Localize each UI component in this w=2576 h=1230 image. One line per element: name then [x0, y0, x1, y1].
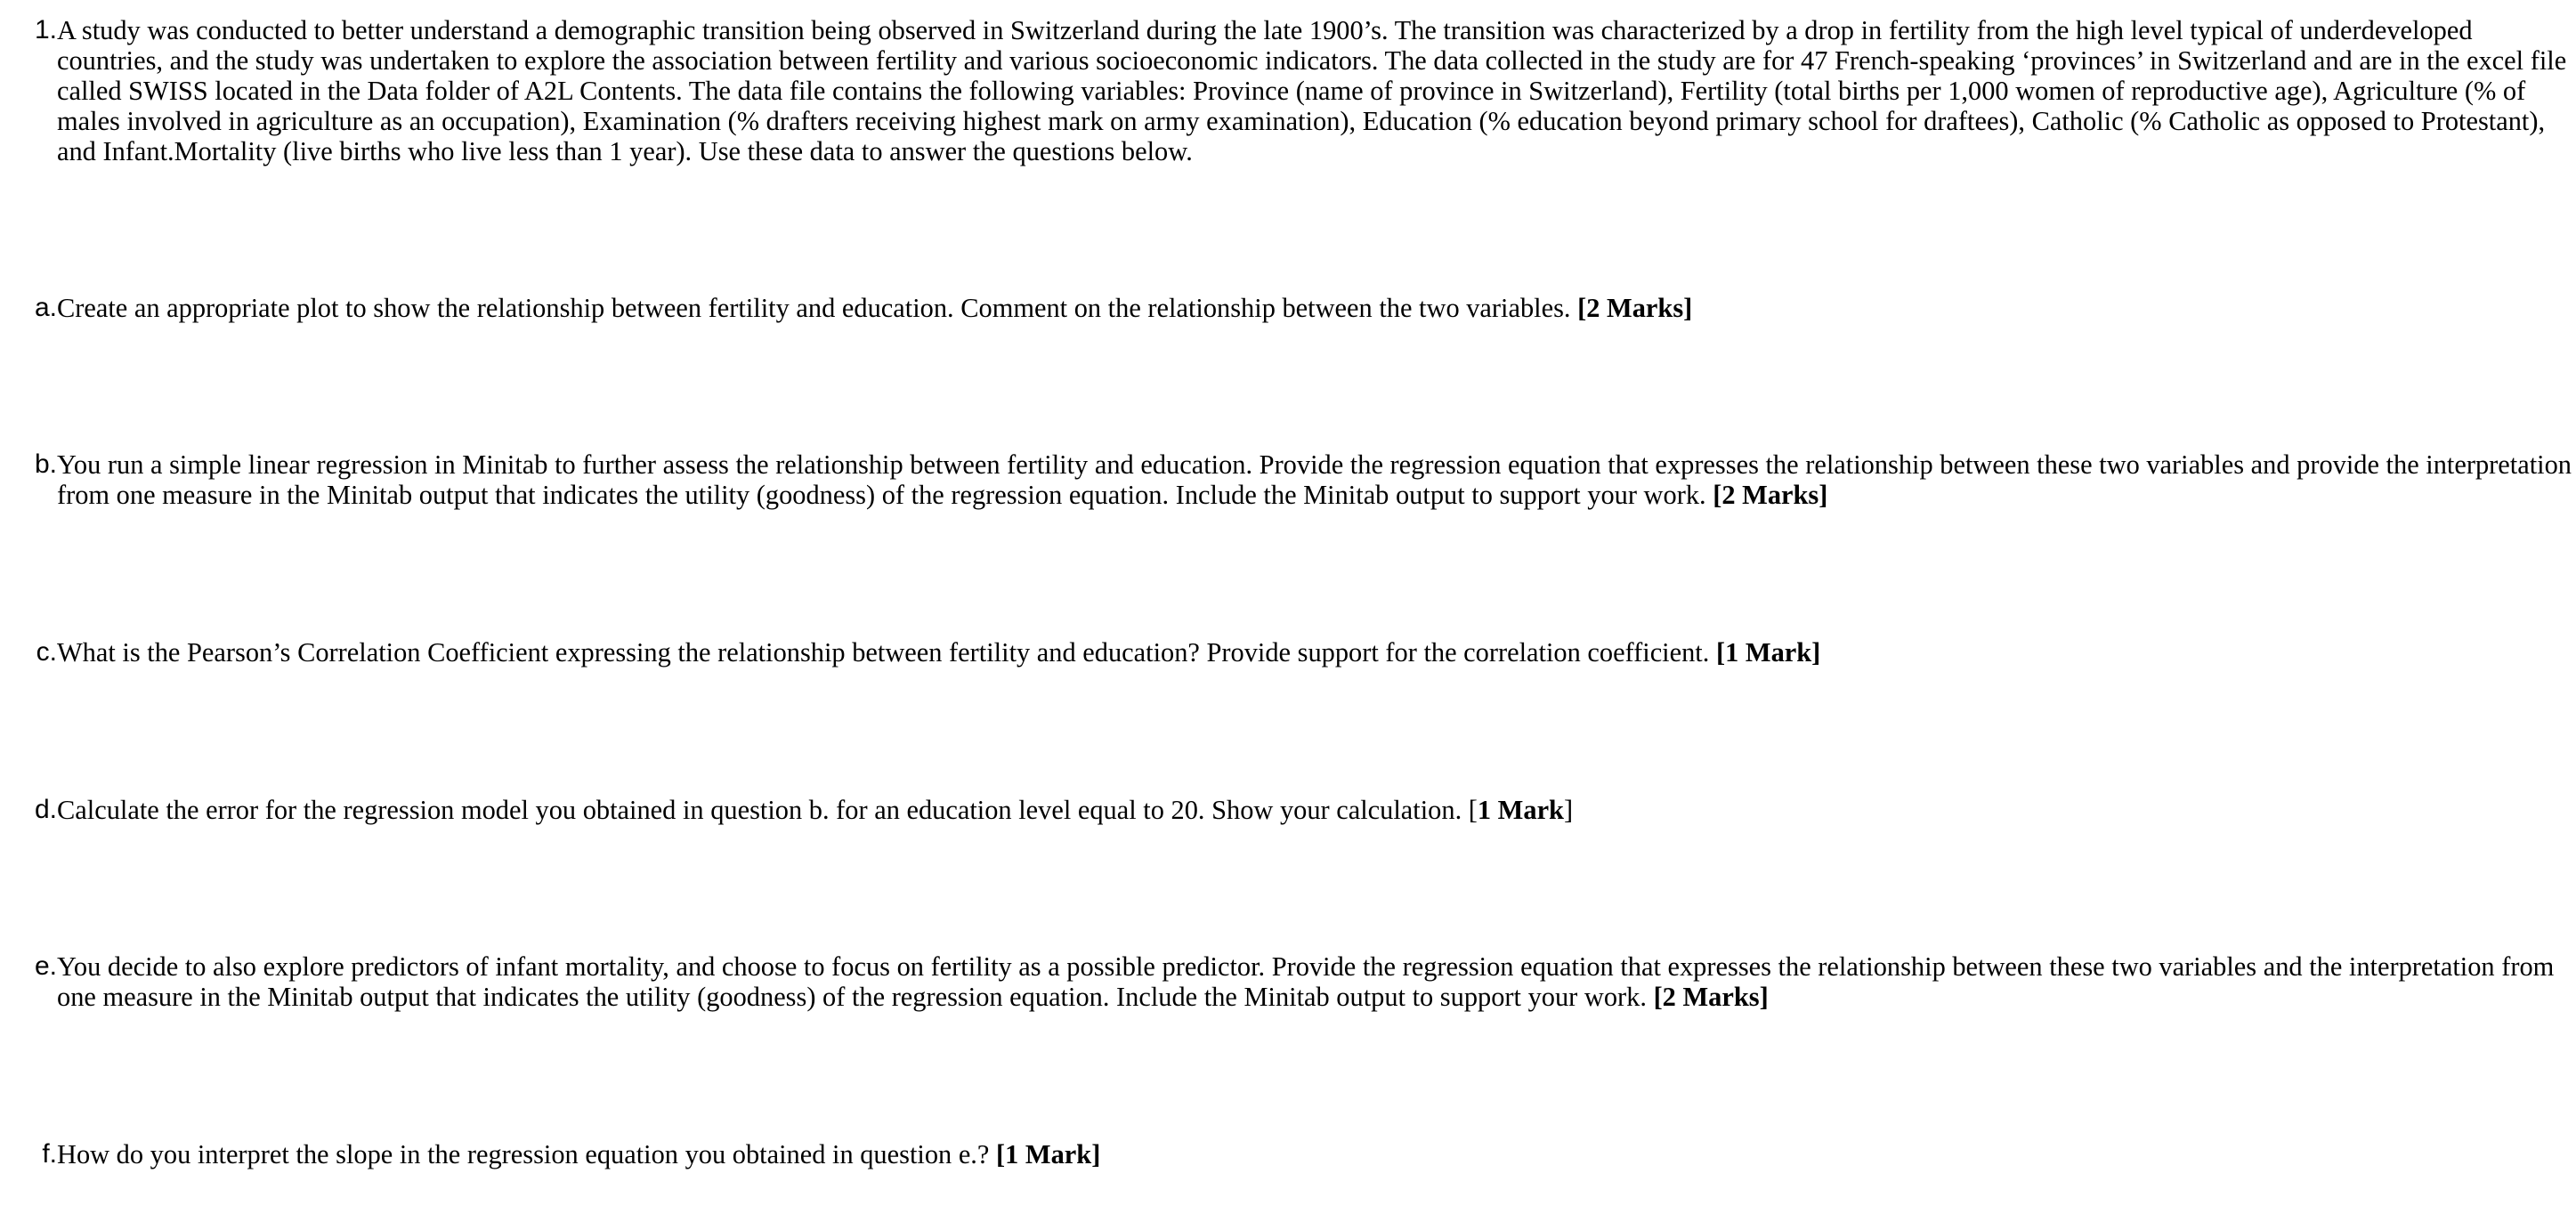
part-label: c.: [36, 637, 57, 667]
marks-prefix: [1647, 982, 1654, 1012]
marks: [1 Mark]: [1715, 637, 1821, 668]
part-body: How do you interpret the slope in the regression equation you obtained in question e.?: [57, 1139, 990, 1169]
part-c: [0, 637, 2576, 668]
part-body: You decide to also explore predictors of infant mortality, and choose to focus on fertility as a possible predictor. Provide the regression equation that expresses the relationship between these two variables and the interpretation from one measure in the Minitab output that indicates the utility (goodness) of the regression equation. Include the Minitab output to support your work.: [57, 951, 2555, 1012]
marks: [2 Marks]: [1713, 480, 1828, 510]
marks-prefix: [1571, 293, 1578, 323]
part-body: Calculate the error for the regression model you obtained in question b. for an education level equal to 20. Show your calculation.: [57, 795, 1462, 825]
marks: [2 Marks]: [1653, 982, 1769, 1012]
question-intro: A study was conducted to better understand a demographic transition being observed in Switzerland during the late 1900’s. The transition was characterized by a drop in fertility from the high level typical of underdeveloped countries, and the study was undertaken to explore the association between fertility and various socioeconomic indicators. The data collected in the study are for 47 French-speaking ‘provinces’ in Switzerland and are in the excel file called SWISS located in the Data folder of A2L Contents. The data file contains the following variables: Province (name of province in Switzerland), Fertility (total births per 1,000 women of reproductive age), Agriculture (% of males involved in agriculture as an occupation), Examination (% drafters receiving highest mark on army examination), Education (% education beyond primary school for draftees), Catholic (% Catholic as opposed to Protestant), and Infant.Mortality (live births who live less than 1 year). Use these data to answer the questions below.: [57, 15, 2567, 166]
part-text: [57, 795, 2576, 825]
part-text: [57, 293, 2576, 323]
part-d: [0, 795, 2576, 825]
part-body: You run a simple linear regression in Minitab to further assess the relationship between fertility and education. Provide the regression equation that expresses the relationship between these two variables and provide the interpretation from one measure in the Minitab output that indicates the utility (goodness) of the regression equation. Include the Minitab output to support your work.: [57, 449, 2572, 510]
marks-prefix: [1709, 637, 1716, 668]
marks: [2 Marks]: [1577, 293, 1693, 323]
part-f: [0, 1139, 2576, 1169]
marks: 1 Mark: [1477, 795, 1564, 825]
part-e: [0, 951, 2576, 1012]
part-body: What is the Pearson’s Correlation Coefficient expressing the relationship between fertility and education? Provide support for the correlation coefficient.: [57, 637, 1710, 668]
part-b: [0, 449, 2576, 510]
marks-prefix: [989, 1139, 996, 1169]
part-text: [57, 449, 2576, 510]
part-text: [57, 951, 2576, 1012]
part-a: [0, 293, 2576, 323]
part-label: d.: [34, 795, 57, 824]
marks-prefix: [: [1462, 795, 1478, 825]
part-label: a.: [34, 293, 57, 322]
question-1: [0, 15, 2576, 166]
marks-suffix: ]: [1563, 795, 1574, 825]
part-label: b.: [34, 449, 57, 479]
question-number: 1.: [34, 15, 57, 45]
marks: [1 Mark]: [996, 1139, 1101, 1169]
part-label: e.: [34, 951, 57, 981]
part-label: f.: [42, 1139, 57, 1169]
part-body: Create an appropriate plot to show the relationship between fertility and education. Comment on the relationship between the two variables.: [57, 293, 1571, 323]
part-text: [57, 637, 2576, 668]
part-text: [57, 1139, 2576, 1169]
